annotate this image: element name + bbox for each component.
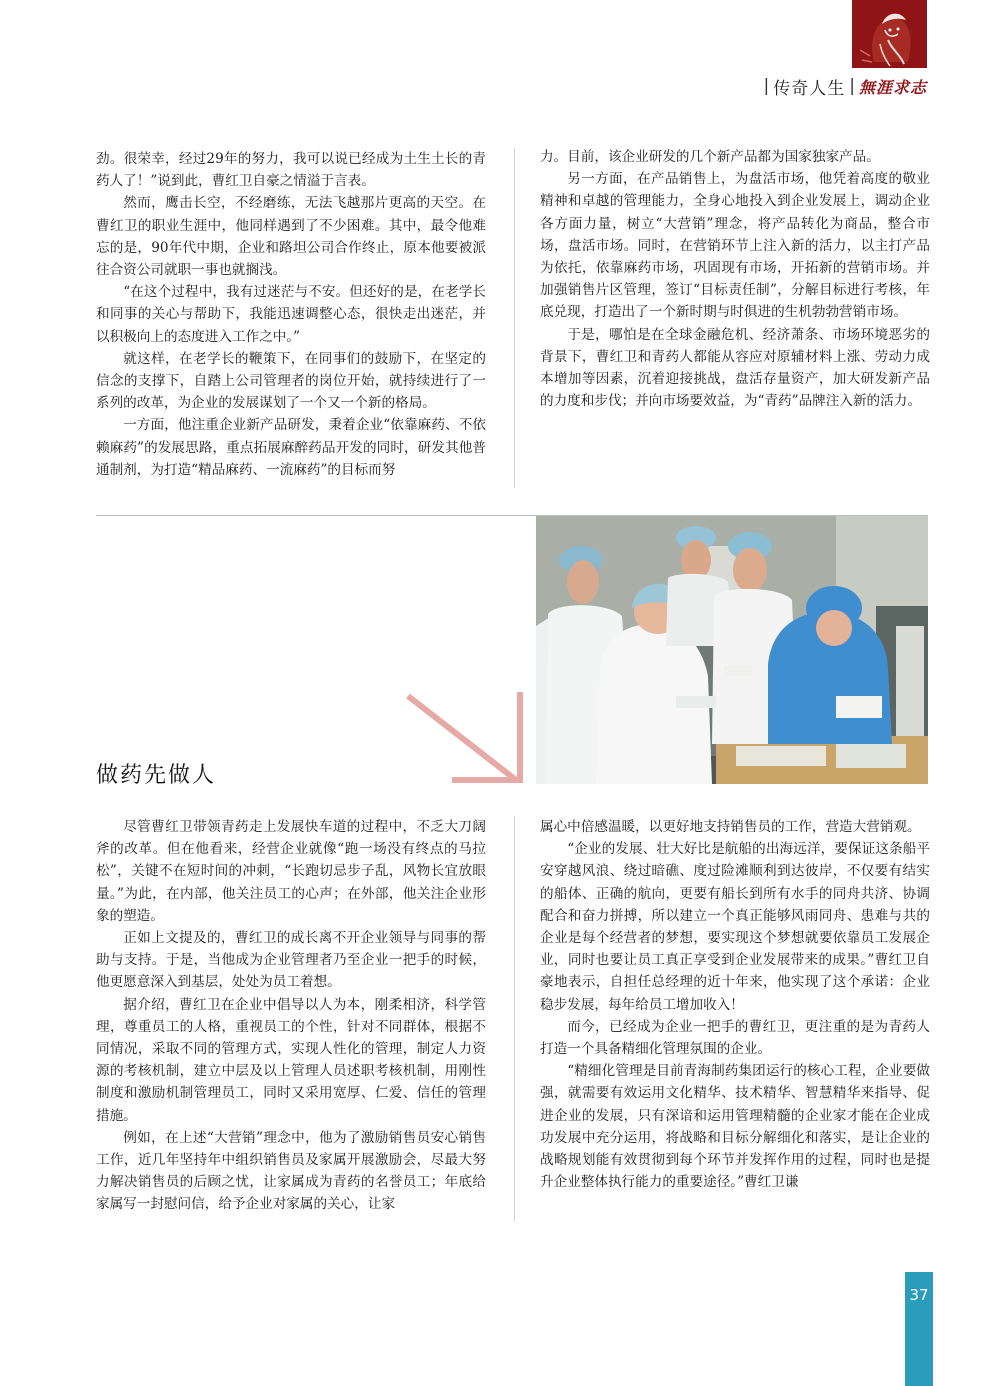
paragraph: 另一方面，在产品销售上，为盘活市场，他凭着高度的敬业精神和卓越的管理能力，全身心地投入到企业发展上，调动企业各方面力量，树立“大营销”理念，将产品转化为商品，整合市场，盘活市场。同时，在营销环节上注入新的活力，以主打产品为依托，依靠麻药市场，巩固现有市场，开拓新的营销市场。并加强销售片区管理，签订“目标责任制”，分解目标进行考核，年底兑现，打造出了一个新时期与时俱进的生机勃勃营销市场。 — [540, 171, 930, 321]
factory-inspection-photo — [536, 516, 928, 784]
article-top-left-column — [96, 148, 486, 481]
paragraph: 例如，在上述“大营销”理念中，他为了激励销售员安心销售工作，近几年坚持年中组织销售员及家属开展激励会，尽最大努力解决销售员的后顾之忧，让家属成为青药的名誉员工；年底给家属写一封慰问信，给予企业对家属的关心，让家 — [96, 1129, 486, 1213]
paragraph: 于是，哪怕是在全球金融危机、经济萧条、市场环境恶劣的背景下，曹红卫和青药人都能从容应对原辅材料上涨、劳动力成本增加等因素，沉着迎接挑战，盘活存量资产，加大研发新产品的力度和步伐；并向市场要效益，为“青药”品牌注入新的活力。 — [540, 326, 930, 410]
paragraph: 正如上文提及的，曹红卫的成长离不开企业领导与同事的帮助与支持。于是，当他成为企业管理者乃至企业一把手的时候，他更愿意深入到基层，处处为员工着想。 — [96, 930, 486, 991]
paragraph: 然而，鹰击长空，不经磨练，无法飞越那片更高的天空。在曹红卫的职业生涯中，他同样遇到了不少困难。其中，最令他难忘的是，90年代中期，企业和路坦公司合作终止，原本他要被派往合资公司就职一事也就搁浅。 — [96, 195, 486, 279]
paragraph: 据介绍，曹红卫在企业中倡导以人为本，刚柔相济，科学管理，尊重员工的人格，重视员工的个性，针对不同群体，根据不同情况，采取不同的管理方式，实现人性化的管理，制定人力资源的考核机制，建立中层及以上管理人员述职考核机制，用刚性制度和激励机制管理员工，同时又采用宽厚、仁爱、信任的管理措施。 — [96, 996, 486, 1124]
header-separator-right: | — [849, 76, 855, 96]
paragraph: 就这样，在老学长的鞭策下，在同事们的鼓励下，在坚定的信念的支撑下，自踏上公司管理者的岗位开始，就持续进行了一系列的改革，为企业的发展谋划了一个又一个新的格局。 — [96, 350, 486, 412]
article-bottom-left-column — [96, 816, 486, 1216]
article-bottom-right-column — [540, 816, 930, 1193]
workers-inspecting-product-image — [536, 516, 928, 784]
paragraph: “精细化管理是目前青海制药集团运行的核心工程，企业要做强，就需要有效运用文化精华、技术精华、智慧精华来指导、促进企业的发展，只有深谙和运用管理精髓的企业家才能在企业成功发展中充分运用，将战略和目标分解细化和落实，是让企业的战略规划能有效贯彻到每个环节并发挥作用的过程，同时也是提升企业整体执行能力的重要途径。”曹红卫谦 — [540, 1063, 930, 1191]
paragraph: 劲。很荣幸，经过29年的努力，我可以说已经成为土生土长的青药人了！”说到此，曹红卫自豪之情溢于言表。 — [96, 151, 486, 190]
paragraph: 力。目前，该企业研发的几个新产品都为国家独家产品。 — [540, 149, 880, 165]
paragraph: 属心中倍感温暖，以更好地支持销售员的工作，营造大营销观。 — [540, 819, 921, 835]
paragraph: “在这个过程中，我有过迷茫与不安。但还好的是，在老学长和同事的关心与帮助下，我能迅速调整心态，很快走出迷茫，并以积极向上的态度进入工作之中。” — [96, 284, 486, 345]
paragraph: 而今，已经成为企业一把手的曹红卫，更注重的是为青药人打造一个具备精细化管理氛围的企业。 — [540, 1018, 930, 1058]
magazine-name: 無涯求志 — [858, 77, 927, 97]
paragraph: 一方面，他注重企业新产品研发，秉着企业“依靠麻药、不依赖麻药”的发展思路，重点拓展麻醉药品开发的同时，研发其他普通制剂，为打造“精品麻药、一流麻药”的目标而努 — [96, 417, 486, 478]
column-divider — [514, 148, 515, 488]
article-top-right-column — [540, 146, 930, 412]
page-number: 37 — [905, 1272, 933, 1386]
column-divider — [514, 816, 515, 1221]
magazine-logo — [852, 0, 927, 68]
decorative-arrow-icon — [402, 690, 530, 790]
paragraph: 尽管曹红卫带领青药走上发展快车道的过程中，不乏大刀阔斧的改革。但在他看来，经营企业就像“跑一场没有终点的马拉松”，关键不在短时间的冲刺，“长跑切忌步子乱，风物长宜放眼量。”为此，在内部，他关注员工的心声；在外部，他关注企业形象的塑造。 — [96, 819, 486, 924]
section-header — [742, 72, 927, 100]
section-name: 传奇人生 — [773, 78, 846, 99]
paragraph: “企业的发展、壮大好比是航船的出海远洋，要保证这条船平安穿越风浪、绕过暗礁、度过险滩顺利到达彼岸，不仅要有结实的船体、正确的航向，更要有船长到所有水手的同舟共济、协调配合和奋力拼搏，所以建立一个真正能够风雨同舟、患难与共的企业是每个经营者的梦想，要实现这个梦想就要依靠员工发展企业，同时也要让员工真正享受到企业发展带来的成果。”曹红卫自豪地表示，自担任总经理的近十年来，他实现了这个承诺：企业稳步发展，每年给员工增加收入！ — [540, 841, 930, 1013]
section-title: 做药先做人 — [96, 763, 217, 788]
portrait-sketch-icon — [852, 0, 927, 68]
header-separator-left: | — [763, 76, 770, 96]
